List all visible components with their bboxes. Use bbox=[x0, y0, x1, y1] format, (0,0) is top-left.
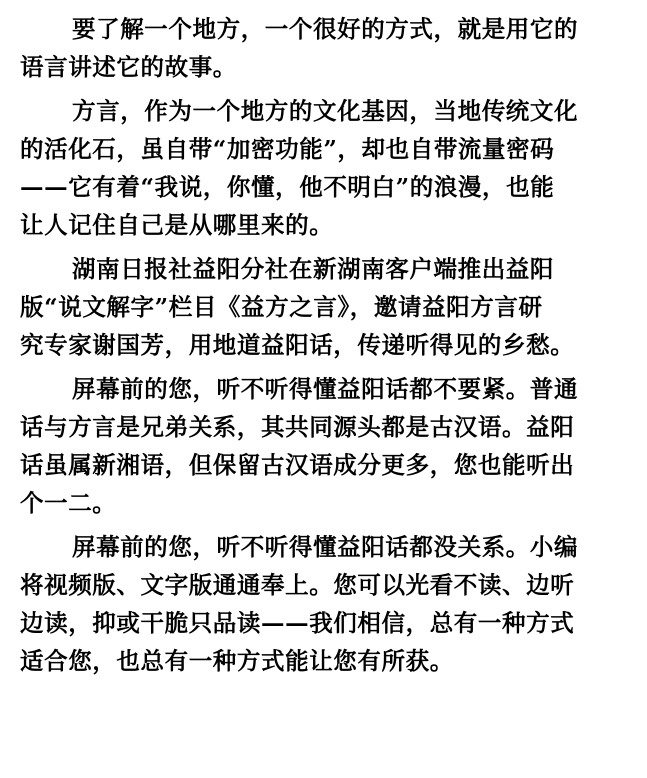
text-line: 语言讲述它的故事。 bbox=[20, 53, 237, 81]
text-line: 版“说文解字”栏目《益方之言》，邀请益阳方言研 bbox=[20, 293, 543, 321]
paragraph-mandarin-relation bbox=[20, 370, 630, 522]
text-line: 的活化石，虽自带“加密功能”，却也自带流量密码 bbox=[20, 135, 555, 163]
text-line: 让人记住自己是从哪里来的。 bbox=[20, 211, 334, 239]
paragraph-dialect bbox=[20, 92, 630, 244]
paragraph-formats bbox=[20, 528, 630, 680]
text-line: 要了解一个地方，一个很好的方式，就是用它的 bbox=[72, 15, 579, 43]
text-line: 话与方言是兄弟关系，其共同源头都是古汉语。益阳 bbox=[20, 413, 575, 441]
text-line: 湖南日报社益阳分社在新湖南客户端推出益阳 bbox=[72, 255, 554, 283]
text-line: 究专家谢国芳，用地道益阳话，传递听得见的乡愁。 bbox=[20, 331, 575, 359]
text-line: 适合您，也总有一种方式能让您有所获。 bbox=[20, 647, 454, 675]
article-body bbox=[20, 10, 630, 686]
text-line: 屏幕前的您，听不听得懂益阳话都没关系。小编 bbox=[72, 533, 579, 561]
text-line: ——它有着“我说，你懂，他不明白”的浪漫，也能 bbox=[20, 173, 555, 201]
text-line: 个一二。 bbox=[20, 489, 117, 517]
text-line: 话虽属新湘语，但保留古汉语成分更多，您也能听出 bbox=[20, 451, 575, 479]
text-line: 将视频版、文字版通通奉上。您可以光看不读、边听 bbox=[20, 571, 575, 599]
paragraph-intro bbox=[20, 10, 630, 86]
paragraph-column-intro bbox=[20, 250, 630, 364]
text-line: 方言，作为一个地方的文化基因，当地传统文化 bbox=[72, 97, 579, 125]
text-line: 屏幕前的您，听不听得懂益阳话都不要紧。普通 bbox=[72, 375, 579, 403]
text-line: 边读，抑或干脆只品读——我们相信，总有一种方式 bbox=[20, 609, 575, 637]
